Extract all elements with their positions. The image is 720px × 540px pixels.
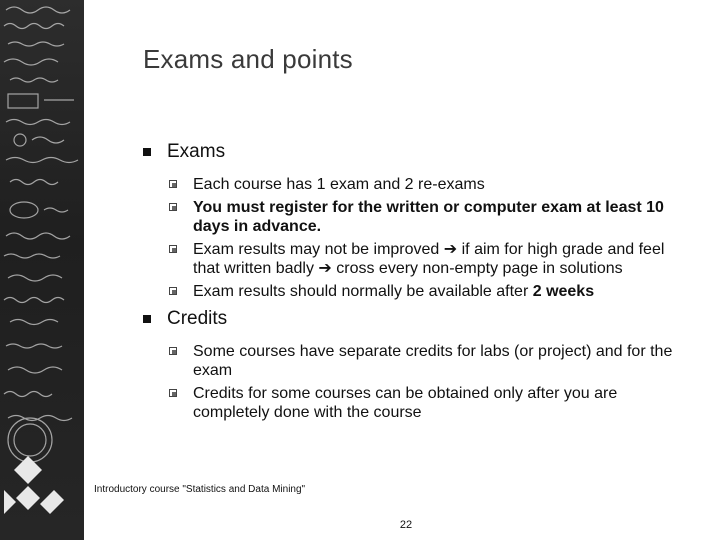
right-arrow-icon: ➔ [318, 260, 332, 277]
list-item: You must register for the written or computer exam at least 10 days in advance. [193, 198, 683, 236]
section-heading: Credits [167, 308, 228, 329]
slide-title: Exams and points [143, 44, 353, 74]
checkbox-bullet-icon [169, 203, 177, 211]
slide-content [143, 140, 683, 422]
section-heading: Exams [167, 141, 226, 162]
page-number: 22 [399, 519, 413, 531]
list-item: Exam results may not be improved ➔ if aim for high grade and feel that written badly ➔ cross every non-empty page in solutions [193, 240, 683, 278]
list-item: Each course has 1 exam and 2 re-exams [193, 175, 683, 194]
slide-footer: Introductory course "Statistics and Data Mining" [94, 484, 306, 495]
decorative-sidebar [0, 0, 84, 540]
checkbox-bullet-icon [169, 347, 177, 355]
section-exams [143, 140, 683, 164]
checkbox-bullet-icon [169, 245, 177, 253]
square-bullet-icon [143, 148, 151, 156]
chalkboard-image [0, 0, 84, 540]
list-item: Some courses have separate credits for labs (or project) and for the exam [193, 342, 683, 380]
square-bullet-icon [143, 315, 151, 323]
right-arrow-icon: ➔ [443, 241, 458, 258]
list-item: Exam results should normally be available after 2 weeks [193, 282, 683, 301]
checkbox-bullet-icon [169, 389, 177, 397]
checkbox-bullet-icon [169, 180, 177, 188]
section-credits [143, 307, 683, 331]
checkbox-bullet-icon [169, 287, 177, 295]
list-item: Credits for some courses can be obtained only after you are completely done with the course [193, 384, 683, 422]
